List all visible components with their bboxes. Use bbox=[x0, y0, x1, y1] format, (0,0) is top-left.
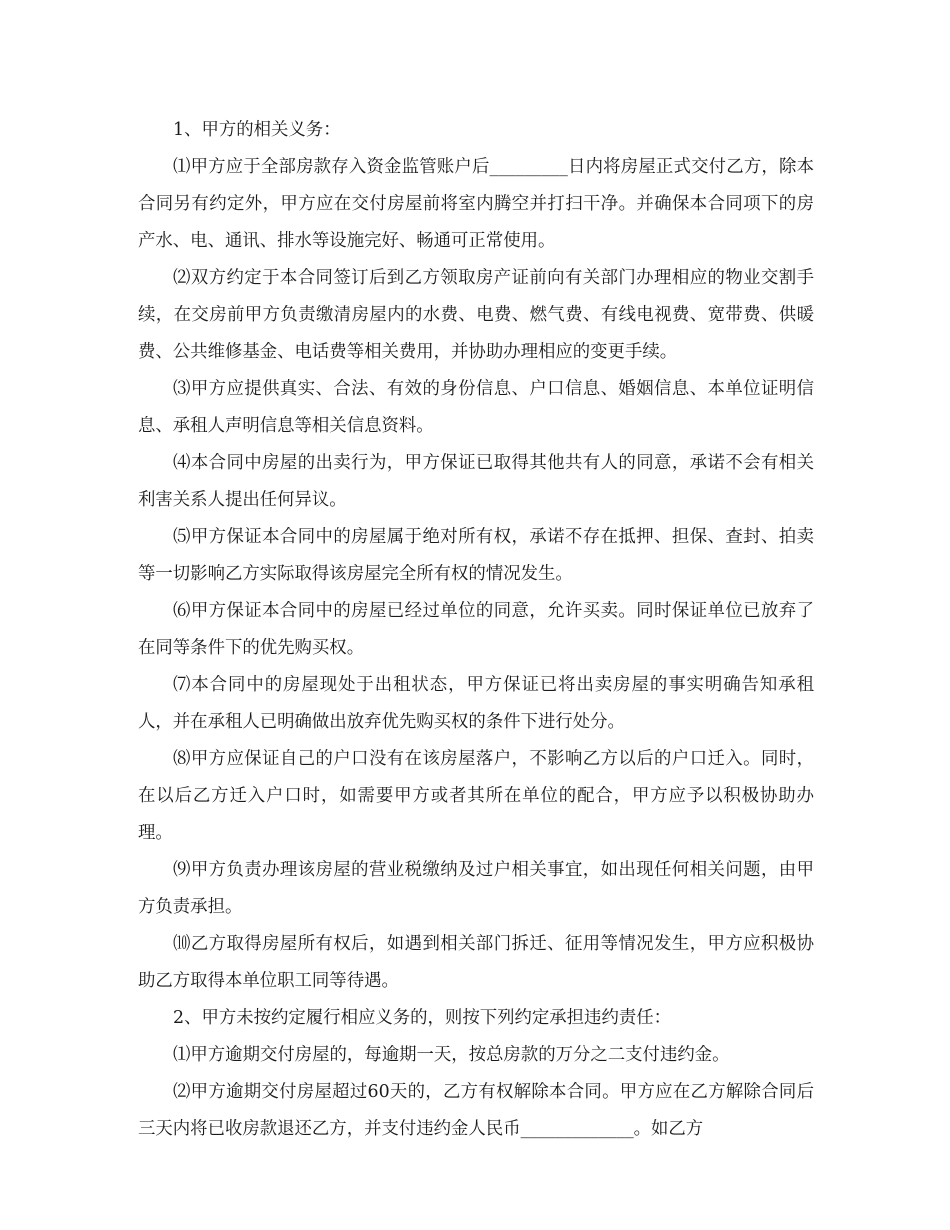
section-heading-1: 1、甲方的相关义务： bbox=[173, 120, 341, 140]
clause-2-2: ⑵甲方逾期交付房屋超过60天的，乙方有权解除本合同。甲方应在乙方解除合同后三天内将已收房款退还乙方，并支付违约金人民币_____________。如乙方 bbox=[138, 1082, 814, 1139]
section-heading-2: 2、甲方未按约定履行相应义务的，则按下列约定承担违约责任： bbox=[173, 1008, 672, 1028]
clause-1-1: ⑴甲方应于全部房款存入资金监管账户后_________日内将房屋正式交付乙方，除本合同另有约定外，甲方应在交付房屋前将室内腾空并打扫干净。并确保本合同项下的房产水、电、通讯、排水等设施完好、畅通可正常使用。 bbox=[138, 157, 814, 251]
clause-1-9: ⑼甲方负责办理该房屋的营业税缴纳及过户相关事宜，如出现任何相关问题，由甲方负责承担。 bbox=[138, 860, 814, 917]
clause-1-6: ⑹甲方保证本合同中的房屋已经过单位的同意，允许买卖。同时保证单位已放弃了在同等条件下的优先购买权。 bbox=[138, 601, 814, 658]
clause-1-2: ⑵双方约定于本合同签订后到乙方领取房产证前向有关部门办理相应的物业交割手续，在交房前甲方负责缴清房屋内的水费、电费、燃气费、有线电视费、宽带费、供暖费、公共维修基金、电话费等相关费用，并协助办理相应的变更手续。 bbox=[138, 268, 814, 362]
clause-1-3: ⑶甲方应提供真实、合法、有效的身份信息、户口信息、婚姻信息、本单位证明信息、承租人声明信息等相关信息资料。 bbox=[138, 379, 814, 436]
clause-1-10: ⑽乙方取得房屋所有权后，如遇到相关部门拆迁、征用等情况发生，甲方应积极协助乙方取得本单位职工同等待遇。 bbox=[138, 934, 814, 991]
clause-1-8: ⑻甲方应保证自己的户口没有在该房屋落户，不影响乙方以后的户口迁入。同时，在以后乙方迁入户口时，如需要甲方或者其所在单位的配合，甲方应予以积极协助办理。 bbox=[138, 749, 814, 843]
clause-1-4: ⑷本合同中房屋的出卖行为，甲方保证已取得其他共有人的同意，承诺不会有相关利害关系人提出任何异议。 bbox=[138, 453, 814, 510]
clause-1-5: ⑸甲方保证本合同中的房屋属于绝对所有权，承诺不存在抵押、担保、查封、拍卖等一切影响乙方实际取得该房屋完全所有权的情况发生。 bbox=[138, 527, 814, 584]
clause-1-7: ⑺本合同中的房屋现处于出租状态，甲方保证已将出卖房屋的事实明确告知承租人，并在承租人已明确做出放弃优先购买权的条件下进行处分。 bbox=[138, 675, 814, 732]
document-page bbox=[138, 112, 814, 1148]
clause-2-1: ⑴甲方逾期交付房屋的，每逾期一天，按总房款的万分之二支付违约金。 bbox=[173, 1045, 730, 1065]
